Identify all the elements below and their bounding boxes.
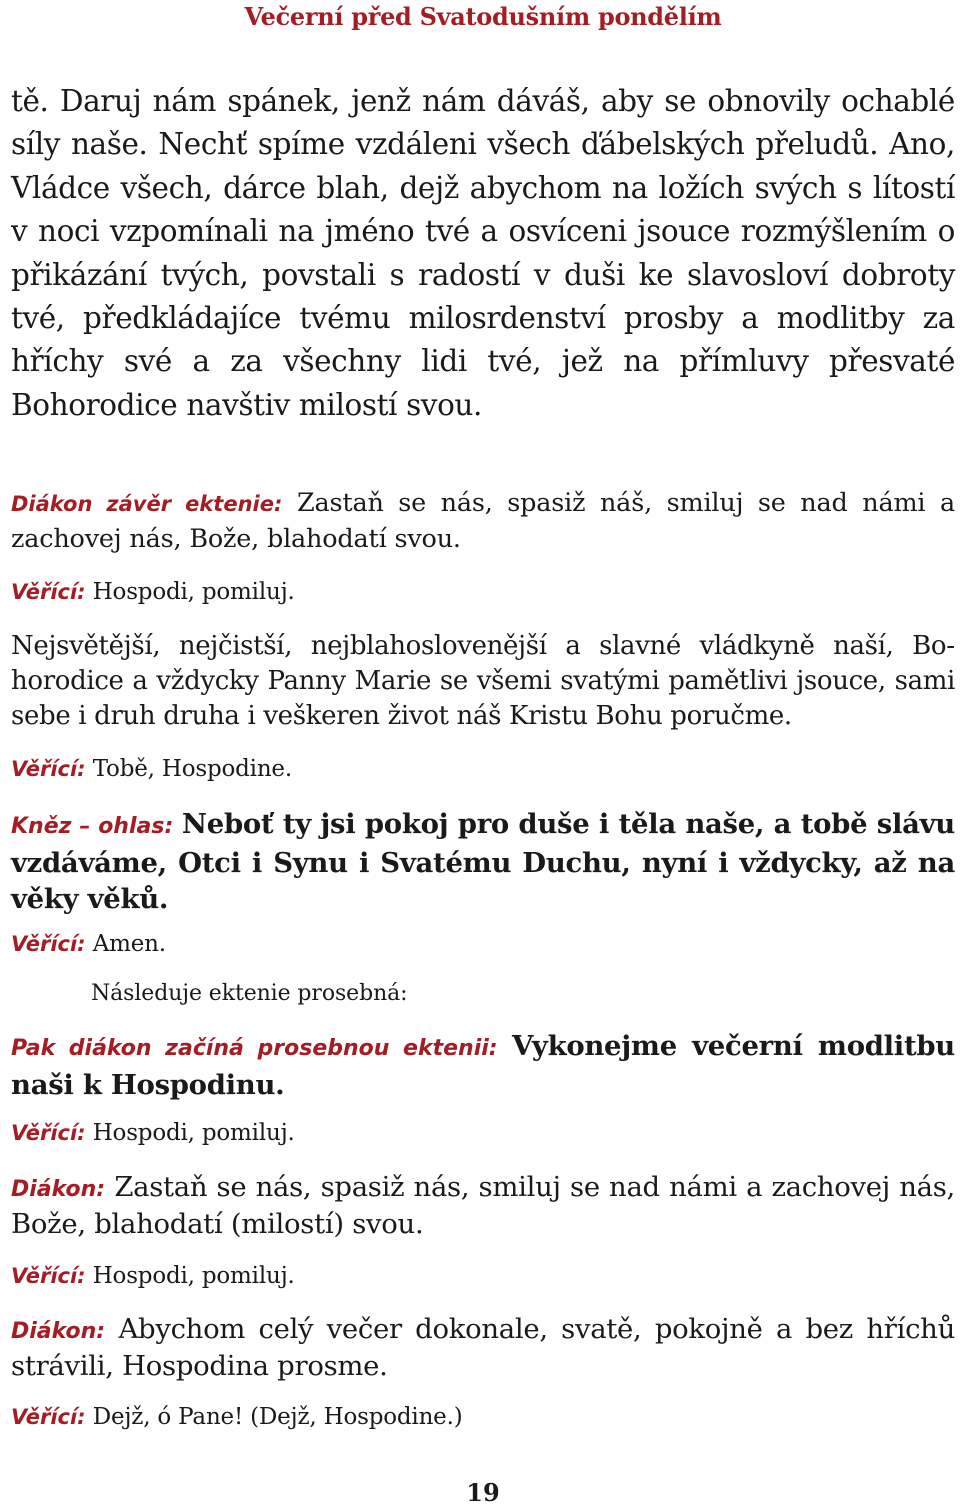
faithful-response [11,1116,955,1151]
role-label: Věřící: [11,1264,86,1288]
faithful-response [11,752,955,787]
role-label: Věřící: [11,1121,86,1145]
priest-exclamation [11,806,955,917]
commemoration-paragraph [11,629,955,734]
role-label: Diákon závěr ektenie: [11,492,283,516]
role-label: Kněz – ohlas: [11,814,174,839]
petition-text: Vykonejme večerní modlitbu naši k Hospodinu. [11,1030,955,1101]
response-text: Hospodi, pomiluj. [92,1263,295,1289]
role-label: Věřící: [11,757,86,781]
petition-text: Abychom celý večer dokonale, svatě, pokojně a bez hříchů strávili, Hospodina prosme. [11,1313,955,1382]
exclamation-text: Neboť ty jsi pokoj pro duše i těla naše, a tobě slávu vzdáváme, Otci i Synu i Svatému Duchu, nyní i vždycky, až na věky věků. [11,808,955,915]
faithful-response [11,927,955,962]
response-text: Zastaň se nás, spasiž náš, smiluj se nad námi a zachovej nás, Bože, blahodatí svou. [11,488,955,554]
response-text: Amen. [92,931,166,957]
petition-text: Zastaň se nás, spasiž nás, smiluj se nad námi a zachovej nás, Bože, blahodatí (milostí) svou. [11,1171,955,1240]
rubric-note: Následuje ektenie prosebná: [91,981,408,1006]
deacon-petition [11,1312,955,1384]
faithful-response [11,575,955,610]
role-label: Diákon: [11,1177,106,1202]
faithful-response [11,1400,955,1435]
running-head: Večerní před Svatodušním pondělím [244,2,722,31]
response-text: Tobě, Hospodine. [92,756,292,782]
deacon-closing-paragraph [11,486,955,557]
page-number: 19 [466,1478,500,1507]
response-text: Dejž, ó Pane! (Dejž, Hospodine.) [92,1404,463,1430]
paragraph-text: Nejsvětější, nejčistší, nejblahoslovenější a slavné vládkyně naší, Bohorodice a vždycky Panny Marie se všemi svatými pamětlivi jsouce, sami sebe i druh druha i veškeren život náš Kristu Bohu poručme. [11,631,955,731]
faithful-response [11,1259,955,1294]
role-label: Pak diákon začíná prosebnou ektenii: [11,1036,498,1061]
role-label: Diákon: [11,1319,106,1344]
deacon-begins-litany [11,1028,955,1103]
role-label: Věřící: [11,580,86,604]
intro-paragraph: tě. Daruj nám spánek, jenž nám dáváš, aby se obnovily ochablé síly naše. Nechť spíme vzdáleni všech ďábelských přeludů. Ano, Vládce všech, dárce blah, dejž abychom na ložích svých s lítostí v noci vzpomínali na jméno tvé a osvíceni jsouce rozmýšlením o přikázání tvých, povstali s radostí v duši ke slavosloví dobroty tvé, předkládajíce tvému milosrdenství prosby a modlitby za hříchy své a za všechny lidi tvé, jež na přímluvy přesvaté Bohorodice navštiv milostí svou. [11,84,955,422]
role-label: Věřící: [11,932,86,956]
response-text: Hospodi, pomiluj. [92,579,295,605]
response-text: Hospodi, pomiluj. [92,1120,295,1146]
page [11,0,955,1507]
role-label: Věřící: [11,1405,86,1429]
deacon-petition [11,1170,955,1242]
